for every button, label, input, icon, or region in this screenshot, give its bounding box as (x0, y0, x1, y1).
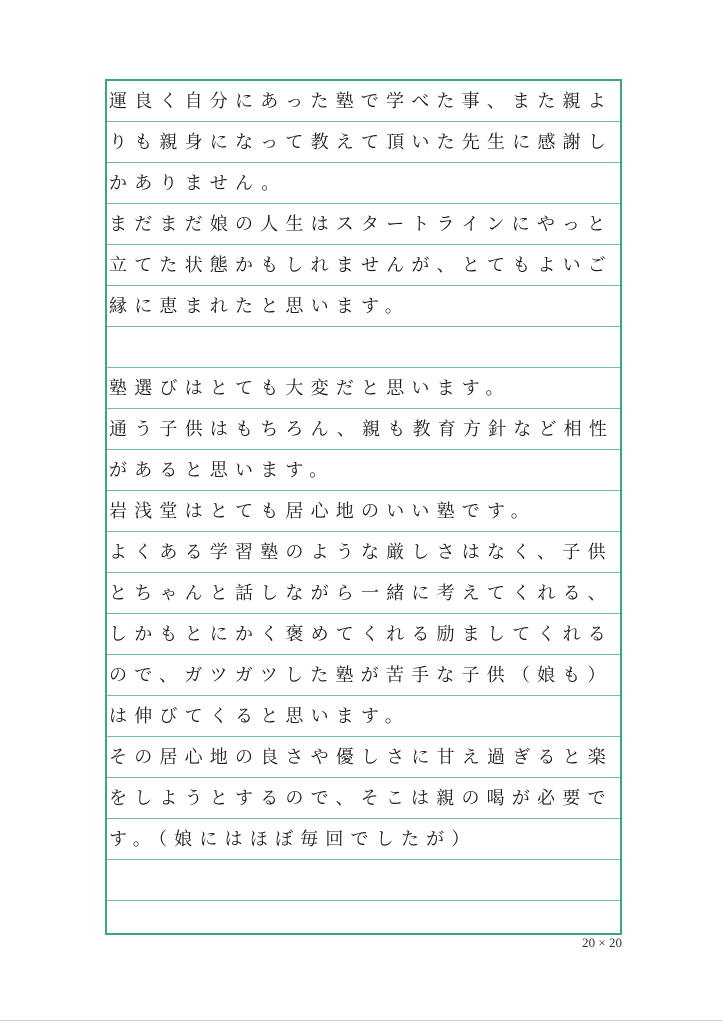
line-text: 岩浅堂はとても居心地のいい塾です。 (109, 501, 536, 522)
manuscript-line (107, 778, 620, 819)
line-text: ので、ガツガツした塾が苦手な子供（娘も） (109, 665, 613, 686)
manuscript-line (107, 122, 620, 163)
manuscript-line (107, 286, 620, 327)
grid-size-label: 20 × 20 (582, 935, 622, 950)
line-text: 縁に恵まれたと思います。 (109, 296, 410, 317)
manuscript-sheet (105, 79, 622, 935)
manuscript-line (107, 163, 620, 204)
scan-edge-divider (0, 1020, 722, 1021)
line-text: かありません。 (109, 173, 287, 194)
line-text: す。（娘にはほぼ毎回でしたが） (109, 829, 477, 850)
line-text: 運良く自分にあった塾で学べた事、また親よ (109, 91, 613, 112)
line-text: しかもとにかく褒めてくれる励ましてくれる (109, 624, 613, 645)
line-text: よくある学習塾のような厳しさはなく、子供 (109, 542, 613, 563)
line-text: をしようとするので、そこは親の喝が必要で (109, 788, 613, 809)
line-text: その居心地の良さや優しさに甘え過ぎると楽 (109, 747, 613, 768)
manuscript-line (107, 204, 620, 245)
line-text: 立てた状態かもしれませんが、とてもよいご (109, 255, 613, 276)
line-text: は伸びてくると思います。 (109, 706, 410, 727)
line-text: とちゃんと話しながら一緒に考えてくれる、 (109, 583, 613, 604)
manuscript-line (107, 491, 620, 532)
line-text: 通う子供はもちろん、親も教育方針など相性 (109, 419, 615, 440)
manuscript-line (107, 245, 620, 286)
line-text: 塾選びはとても大変だと思います。 (109, 378, 511, 399)
manuscript-line (107, 409, 620, 450)
manuscript-line (107, 614, 620, 655)
line-text: まだまだ娘の人生はスタートラインにやっと (109, 214, 613, 235)
line-text: があると思います。 (109, 460, 335, 481)
manuscript-line (107, 819, 620, 860)
manuscript-line (107, 655, 620, 696)
manuscript-line (107, 81, 620, 122)
line-text: りも親身になって教えて頂いた先生に感謝し (109, 132, 613, 153)
manuscript-line (107, 532, 620, 573)
manuscript-line (107, 573, 620, 614)
manuscript-line (107, 368, 620, 409)
manuscript-line (107, 860, 620, 901)
manuscript-line (107, 696, 620, 737)
manuscript-line (107, 450, 620, 491)
manuscript-line (107, 737, 620, 778)
manuscript-line (107, 327, 620, 368)
